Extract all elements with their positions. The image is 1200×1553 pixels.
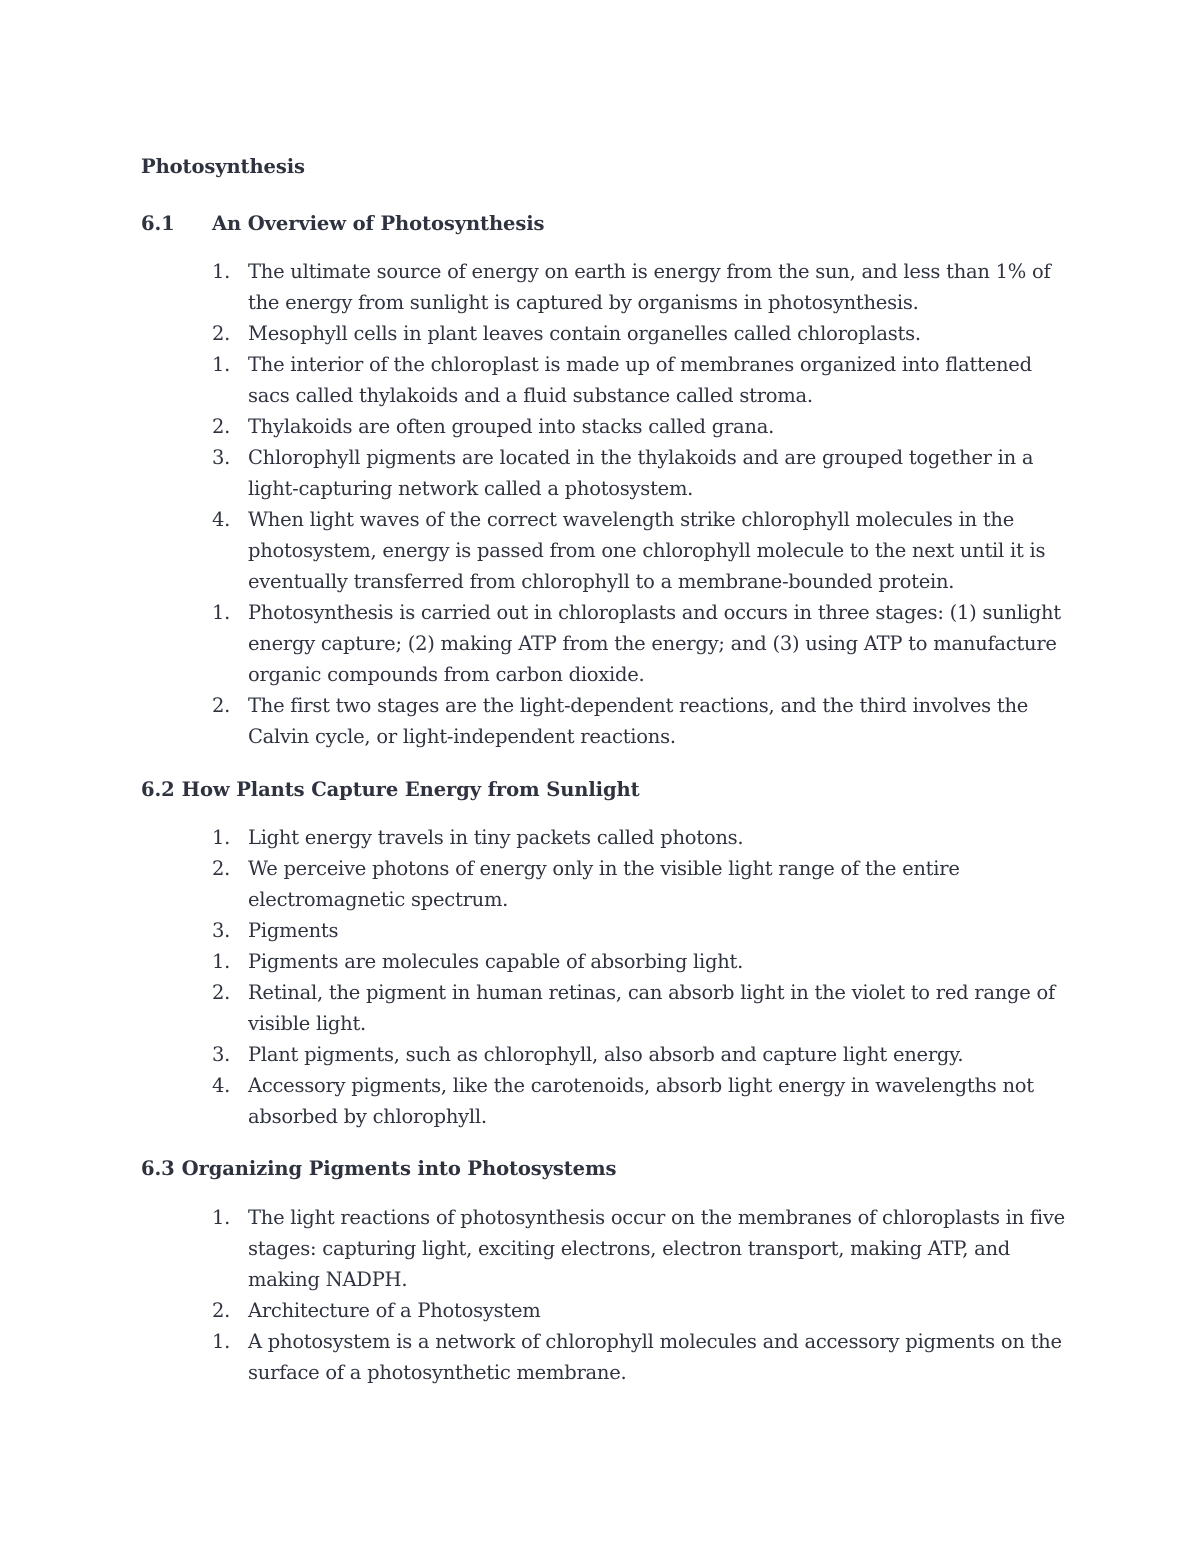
item-text: Pigments are molecules capable of absorbing light. (248, 950, 744, 973)
item-number: 2. (212, 415, 231, 438)
item-text: Accessory pigments, like the carotenoids, absorb light energy in wavelengths not absorbed by chlorophyll. (248, 1074, 1034, 1128)
list-item (212, 442, 1072, 504)
section-heading-6-1 (141, 210, 544, 238)
item-text: The light reactions of photosynthesis occur on the membranes of chloroplasts in five stages: capturing light, exciting electrons, electron transport, making ATP, and making NADPH. (248, 1206, 1065, 1291)
section-6-1-list (212, 256, 1072, 752)
item-number: 1. (212, 353, 231, 376)
item-number: 2. (212, 1299, 231, 1322)
item-number: 1. (212, 1330, 231, 1353)
section-number: 6.2 (141, 778, 175, 801)
list-item (212, 853, 1072, 915)
section-number: 6.3 (141, 1157, 175, 1180)
list-item (212, 256, 1072, 318)
item-number: 1. (212, 950, 231, 973)
item-number: 3. (212, 446, 231, 469)
item-text: The ultimate source of energy on earth is energy from the sun, and less than 1% of the energy from sunlight is captured by organisms in photosynthesis. (248, 260, 1051, 314)
item-number: 3. (212, 919, 231, 942)
list-item (212, 977, 1072, 1039)
item-text: A photosystem is a network of chlorophyll molecules and accessory pigments on the surface of a photosynthetic membrane. (248, 1330, 1062, 1384)
section-title: How Plants Capture Energy from Sunlight (181, 778, 640, 801)
item-text: Light energy travels in tiny packets called photons. (248, 826, 744, 849)
item-number: 2. (212, 322, 231, 345)
item-text: Thylakoids are often grouped into stacks called grana. (248, 415, 775, 438)
item-text: The first two stages are the light-dependent reactions, and the third involves the Calvin cycle, or light-independent reactions. (248, 694, 1029, 748)
item-number: 1. (212, 260, 231, 283)
section-number: 6.1 (141, 212, 175, 235)
section-6-2-list (212, 822, 1072, 1132)
list-item (212, 411, 1072, 442)
list-item (212, 1070, 1072, 1132)
item-number: 1. (212, 1206, 231, 1229)
list-item (212, 915, 1072, 946)
list-item (212, 1039, 1072, 1070)
list-item (212, 1202, 1072, 1295)
item-text: We perceive photons of energy only in the visible light range of the entire electromagnetic spectrum. (248, 857, 960, 911)
list-item (212, 822, 1072, 853)
item-number: 4. (212, 508, 231, 531)
list-item (212, 946, 1072, 977)
document-title: Photosynthesis (141, 155, 305, 178)
item-number: 4. (212, 1074, 231, 1097)
item-text: Pigments (248, 919, 339, 942)
item-text: Retinal, the pigment in human retinas, can absorb light in the violet to red range of visible light. (248, 981, 1055, 1035)
item-text: When light waves of the correct wavelength strike chlorophyll molecules in the photosystem, energy is passed from one chlorophyll molecule to the next until it is eventually transferred from chlorophyll to a membrane-bounded protein. (248, 508, 1046, 593)
list-item (212, 690, 1072, 752)
list-item (212, 504, 1072, 597)
item-text: Mesophyll cells in plant leaves contain organelles called chloroplasts. (248, 322, 921, 345)
section-title: An Overview of Photosynthesis (212, 212, 545, 235)
section-6-3-list (212, 1202, 1072, 1388)
item-number: 2. (212, 857, 231, 880)
item-text: Photosynthesis is carried out in chloroplasts and occurs in three stages: (1) sunlight energy capture; (2) making ATP from the energy; and (3) using ATP to manufacture organic compounds from carbon dioxide. (248, 601, 1061, 686)
item-number: 1. (212, 826, 231, 849)
item-number: 1. (212, 601, 231, 624)
section-title: Organizing Pigments into Photosystems (181, 1157, 617, 1180)
item-text: Architecture of a Photosystem (248, 1299, 541, 1322)
item-number: 2. (212, 981, 231, 1004)
item-number: 3. (212, 1043, 231, 1066)
list-item (212, 1295, 1072, 1326)
item-text: Chlorophyll pigments are located in the thylakoids and are grouped together in a light-capturing network called a photosystem. (248, 446, 1034, 500)
list-item (212, 1326, 1072, 1388)
item-number: 2. (212, 694, 231, 717)
list-item (212, 597, 1072, 690)
section-heading-6-3 (141, 1155, 616, 1183)
item-text: The interior of the chloroplast is made up of membranes organized into flattened sacs called thylakoids and a fluid substance called stroma. (248, 353, 1032, 407)
list-item (212, 349, 1072, 411)
section-heading-6-2 (141, 776, 640, 804)
list-item (212, 318, 1072, 349)
item-text: Plant pigments, such as chlorophyll, also absorb and capture light energy. (248, 1043, 964, 1066)
